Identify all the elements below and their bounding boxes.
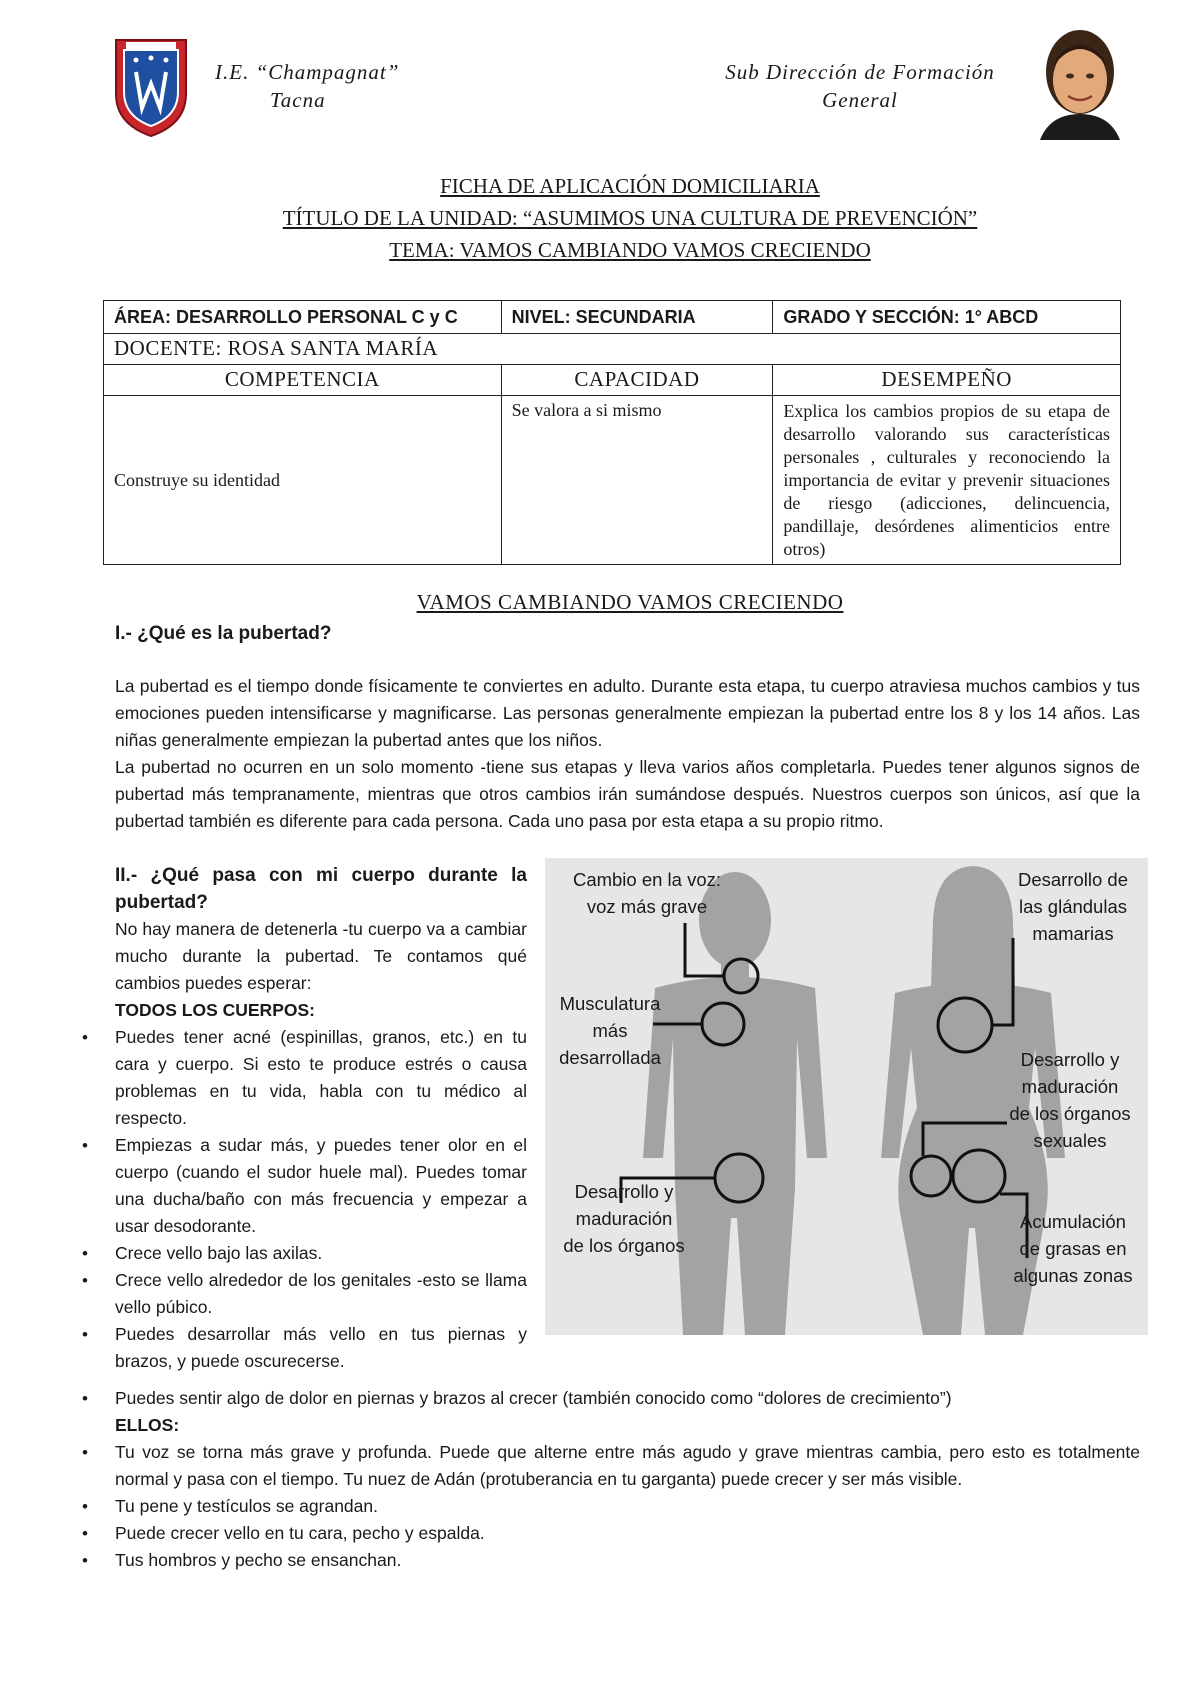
title-ficha: FICHA DE APLICACIÓN DOMICILIARIA: [440, 174, 820, 198]
list-item: • Puedes tener acné (espinillas, granos, etc.) en tu cara y cuerpo. Si esto te produce estrés o causa problemas en tu vida, habla con tu médico al respecto.: [115, 1024, 527, 1132]
nivel-cell: NIVEL: SECUNDARIA: [501, 301, 773, 334]
founder-portrait: [1030, 22, 1130, 140]
ellos-heading: ELLOS:: [115, 1415, 180, 1435]
bullet-icon: •: [82, 1551, 88, 1570]
title-unidad: TÍTULO DE LA UNIDAD: “ASUMIMOS UNA CULTURA DE PREVENCIÓN”: [282, 206, 978, 230]
list-item: • Empiezas a sudar más, y puedes tener olor en el cuerpo (cuando el sudor huele mal). Puedes tomar una ducha/baño con más frecuencia y empezar a usar desodorante.: [115, 1132, 527, 1240]
bullet-icon: •: [82, 1389, 88, 1408]
title-tema: TEMA: VAMOS CAMBIANDO VAMOS CRECIENDO: [389, 238, 871, 262]
capacidad-header: CAPACIDAD: [501, 365, 773, 396]
capacidad-value: Se valora a si mismo: [501, 396, 773, 565]
desempeno-header: DESEMPEÑO: [773, 365, 1121, 396]
question-1: I.- ¿Qué es la pubertad?: [115, 623, 332, 644]
bullet-icon: •: [82, 1443, 88, 1462]
label-mammary: Desarrollo de las glándulas mamarias: [1017, 869, 1129, 944]
section2-intro: No hay manera de detenerla -tu cuerpo va a cambiar mucho durante la pubertad. Te contamos qué cambios puedes esperar:: [115, 919, 527, 993]
info-table: [103, 300, 1121, 565]
section2-full-column: [82, 1385, 1140, 1574]
document-titles: [0, 170, 1200, 266]
bullet-icon: •: [82, 1136, 88, 1155]
puberty-body-figure: [545, 858, 1148, 1335]
grado-cell: GRADO Y SECCIÓN: 1° ABCD: [773, 301, 1121, 334]
ellos-list: [82, 1439, 1140, 1574]
school-crest-logo: [112, 32, 190, 140]
list-item: • Tus hombros y pecho se ensanchan.: [115, 1547, 1140, 1574]
list-item: • Puedes sentir algo de dolor en piernas y brazos al crecer (también conocido como “dolores de crecimiento”): [115, 1385, 1140, 1412]
docente-cell: DOCENTE: ROSA SANTA MARÍA: [104, 334, 1121, 365]
section1-body: [115, 673, 1140, 835]
competencia-header: COMPETENCIA: [104, 365, 502, 396]
label-musculature: Musculatura más desarrollada: [559, 993, 661, 1068]
list-item: • Crece vello alrededor de los genitales -esto se llama vello púbico.: [115, 1267, 527, 1321]
label-sexual-organs: Desarrollo y maduración de los órganos sexuales: [1009, 1049, 1131, 1151]
list-item: • Tu voz se torna más grave y profunda. Puede que alterne entre más agudo y grave mientras cambia, pero esto es totalmente normal y pasa con el tiempo. Tu nuez de Adán (protuberancia en tu garganta) puede crecer y ser más visible.: [115, 1439, 1140, 1493]
question-2: II.- ¿Qué pasa con mi cuerpo durante la pubertad?: [115, 865, 527, 913]
department-header: [700, 58, 1020, 114]
list-item: • Puedes desarrollar más vello en tus piernas y brazos, y puede oscurecerse.: [115, 1321, 527, 1375]
desempeno-value: Explica los cambios propios de su etapa de desarrollo valorando sus características personales , culturales y reconociendo la importancia de evitar y prevenir situaciones de riesgo (adicciones, delincuencia, pandillaje, desórdenes alimenticios entre otros): [773, 396, 1121, 565]
todos-list: [82, 1024, 527, 1375]
bullet-icon: •: [82, 1325, 88, 1344]
bullet-icon: •: [82, 1244, 88, 1263]
department-line1: Sub Dirección de Formación: [725, 60, 995, 84]
school-city: Tacna: [270, 88, 326, 112]
department-line2: General: [822, 88, 898, 112]
area-cell: ÁREA: DESARROLLO PERSONAL C y C: [104, 301, 502, 334]
todos-heading: TODOS LOS CUERPOS:: [115, 1000, 315, 1020]
label-voice-change: Cambio en la voz: voz más grave: [572, 869, 722, 917]
paragraph-2: La pubertad no ocurren en un solo momento -tiene sus etapas y lleva varios años completarla. Puedes tener algunos signos de pubertad más tempranamente, mientras que otros cambios irán sumándose después. Nuestros cuerpos son únicos, así que la pubertad también es diferente para cada persona. Cada uno pasa por esta etapa a su propio ritmo.: [115, 757, 1140, 831]
bullet-icon: •: [82, 1028, 88, 1047]
school-name: I.E. “Champagnat”: [215, 60, 400, 84]
bullet-icon: •: [82, 1271, 88, 1290]
school-header: [215, 58, 399, 114]
label-organs: Desarrollo y maduración de los órganos: [563, 1181, 685, 1256]
section2-left-column: [82, 862, 527, 1375]
paragraph-1: La pubertad es el tiempo donde físicamente te conviertes en adulto. Durante esta etapa, tu cuerpo atraviesa muchos cambios y tus emociones pueden intensificarse y magnificarse. Las personas generalmente empiezan la pubertad entre los 8 y los 14 años. Las niñas generalmente empiezan la pubertad antes que los niños.: [115, 676, 1140, 750]
list-item: • Puede crecer vello en tu cara, pecho y espalda.: [115, 1520, 1140, 1547]
competencia-value: Construye su identidad: [104, 396, 502, 565]
list-item: • Tu pene y testículos se agrandan.: [115, 1493, 1140, 1520]
label-fat: Acumulación de grasas en algunas zonas: [1013, 1211, 1133, 1286]
bullet-icon: •: [82, 1497, 88, 1516]
todos-list-continued: [82, 1385, 1140, 1412]
section-title: VAMOS CAMBIANDO VAMOS CRECIENDO: [416, 590, 844, 614]
list-item: • Crece vello bajo las axilas.: [115, 1240, 527, 1267]
bullet-icon: •: [82, 1524, 88, 1543]
